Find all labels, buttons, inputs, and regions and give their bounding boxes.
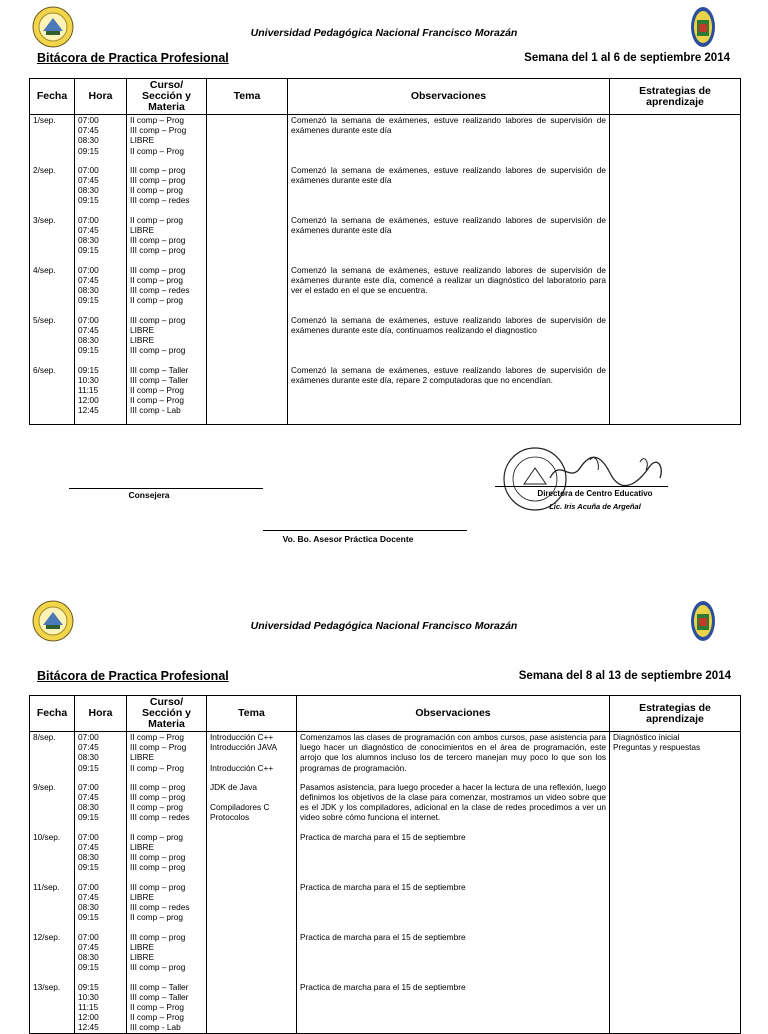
hora-value: 09:15	[78, 981, 99, 992]
hora-value: 08:30	[78, 334, 99, 345]
hora-value: 10:30	[78, 991, 99, 1002]
hora-value: 08:30	[78, 135, 99, 146]
log-table-week2	[29, 695, 741, 1034]
curso-value: III comp – Taller	[130, 991, 189, 1002]
cell-hora	[75, 165, 127, 215]
hora-value: 12:00	[78, 1012, 99, 1023]
col-header-fecha: Fecha	[30, 696, 75, 732]
curso-value: III comp – prog	[130, 174, 186, 185]
week-title: Semana del 1 al 6 de septiembre 2014	[524, 52, 730, 64]
curso-value: II comp – Prog	[130, 395, 184, 406]
cell-estrategias	[610, 215, 741, 265]
curso-value: II comp – Prog	[130, 1012, 184, 1023]
col-header-hora: Hora	[75, 696, 127, 732]
hora-value: 09:15	[78, 862, 99, 873]
tema-value: Introducción C++	[210, 732, 274, 742]
curso-value: III comp – redes	[130, 195, 190, 206]
curso-value: LIBRE	[130, 324, 154, 335]
hora-value: 07:45	[78, 891, 99, 902]
hora-value: 08:30	[78, 752, 99, 763]
hora-value: 08:30	[78, 851, 99, 862]
curso-value: III comp – redes	[130, 284, 190, 295]
hora-value: 09:15	[78, 762, 99, 773]
cell-curso	[127, 165, 207, 215]
curso-value: II comp – prog	[130, 912, 184, 923]
hora-value: 07:00	[78, 781, 99, 792]
cell-hora	[75, 115, 127, 165]
hora-value: 09:15	[78, 295, 99, 306]
hora-value: 09:15	[78, 195, 99, 206]
hora-value: 07:00	[78, 314, 99, 325]
curso-value: III comp – prog	[130, 164, 186, 175]
col-header-observaciones: Observaciones	[297, 696, 610, 732]
curso-value: III comp – prog	[130, 791, 186, 802]
curso-value: III comp – Prog	[130, 742, 187, 753]
cell-curso	[127, 115, 207, 165]
hora-value: 12:00	[78, 395, 99, 406]
cell-fecha: 8/sep.	[30, 732, 75, 782]
school-crest-logo	[690, 6, 716, 48]
curso-value: LIBRE	[130, 135, 154, 146]
cell-curso	[127, 882, 207, 932]
curso-value: LIBRE	[130, 841, 154, 852]
cell-estrategias	[610, 982, 741, 1034]
cell-tema	[207, 782, 297, 832]
hora-value: 08:30	[78, 801, 99, 812]
estrategia-value: Preguntas y respuestas	[613, 742, 701, 753]
col-header-hora: Hora	[75, 79, 127, 115]
curso-value: III comp – prog	[130, 314, 186, 325]
curso-value: III comp – prog	[130, 851, 186, 862]
cell-estrategias	[610, 165, 741, 215]
signature-line-consejera	[69, 488, 263, 489]
cell-estrategias	[610, 115, 741, 165]
curso-value: III comp – redes	[130, 812, 190, 823]
curso-value: LIBRE	[130, 891, 154, 902]
curso-value: III comp – prog	[130, 245, 186, 256]
hora-value: 08:30	[78, 901, 99, 912]
curso-value: III comp – prog	[130, 931, 186, 942]
cell-hora	[75, 315, 127, 365]
cell-curso	[127, 265, 207, 315]
curso-value: II comp – prog	[130, 801, 184, 812]
signature-directora-name: Lic. Iris Acuña de Argeñal	[549, 502, 641, 511]
curso-value: LIBRE	[130, 334, 154, 345]
curso-value: II comp – Prog	[130, 115, 184, 125]
cell-curso	[127, 832, 207, 882]
curso-value: II comp – prog	[130, 274, 184, 285]
curso-value: III comp – Prog	[130, 125, 187, 136]
curso-value: III comp – Taller	[130, 374, 189, 385]
col-header-tema: Tema	[207, 79, 288, 115]
cell-hora	[75, 732, 127, 782]
curso-value: III comp – prog	[130, 862, 186, 873]
cell-tema	[207, 265, 288, 315]
curso-value: II comp – prog	[130, 214, 184, 225]
curso-value: III comp – Taller	[130, 981, 189, 992]
hora-value: 09:15	[78, 345, 99, 356]
cell-tema	[207, 115, 288, 165]
hora-value: 09:15	[78, 364, 99, 375]
table-row	[30, 265, 741, 315]
col-header-estrategias: Estrategias de aprendizaje	[610, 79, 741, 115]
cell-estrategias	[610, 265, 741, 315]
curso-value: LIBRE	[130, 941, 154, 952]
curso-value: III comp – prog	[130, 881, 186, 892]
signature-label-directora: Directora de Centro Educativo	[537, 489, 653, 498]
cell-fecha: 10/sep.	[30, 832, 75, 882]
hora-value: 08:30	[78, 284, 99, 295]
cell-observaciones: Practica de marcha para el 15 de septiembre	[297, 882, 610, 932]
col-header-observaciones: Observaciones	[288, 79, 610, 115]
table-row	[30, 165, 741, 215]
hora-value: 07:00	[78, 264, 99, 275]
cell-hora	[75, 982, 127, 1034]
hora-value: 07:00	[78, 881, 99, 892]
cell-tema	[207, 982, 297, 1034]
tema-value: JDK de Java	[210, 781, 258, 792]
cell-fecha: 4/sep.	[30, 265, 75, 315]
curso-value: II comp – Prog	[130, 732, 184, 742]
table-row	[30, 732, 741, 782]
log-title-page2: Bitácora de Practica Profesional	[37, 669, 229, 683]
col-header-tema: Tema	[207, 696, 297, 732]
cell-observaciones: Comenzó la semana de exámenes, estuve realizando labores de supervisión de exámenes durante este día, continuamos realizando el diagnostico	[288, 315, 610, 365]
hora-value: 09:15	[78, 245, 99, 256]
hora-value: 07:00	[78, 214, 99, 225]
curso-value: II comp – prog	[130, 831, 184, 842]
cell-hora	[75, 365, 127, 425]
hora-value: 07:00	[78, 831, 99, 842]
cell-curso	[127, 365, 207, 425]
cell-estrategias	[610, 932, 741, 982]
curso-value: II comp – Prog	[130, 762, 184, 773]
log-title: Bitácora de Practica Profesional	[37, 51, 229, 65]
cell-tema	[207, 165, 288, 215]
signature-line-directora	[495, 486, 668, 487]
hora-value: 08:30	[78, 184, 99, 195]
curso-value: II comp – Prog	[130, 384, 184, 395]
cell-observaciones: Practica de marcha para el 15 de septiembre	[297, 932, 610, 982]
hora-value: 07:00	[78, 931, 99, 942]
col-header-fecha: Fecha	[30, 79, 75, 115]
cell-fecha: 11/sep.	[30, 882, 75, 932]
tema-value	[210, 792, 293, 802]
hora-value: 07:45	[78, 125, 99, 136]
hora-value: 08:30	[78, 951, 99, 962]
signature-line-asesor	[263, 530, 467, 531]
cell-observaciones: Comenzó la semana de exámenes, estuve realizando labores de supervisión de exámenes durante este día	[288, 165, 610, 215]
curso-value: III comp – prog	[130, 345, 186, 356]
cell-tema	[207, 215, 288, 265]
curso-value: III comp - Lab	[130, 405, 181, 416]
table-row	[30, 882, 741, 932]
table-row	[30, 782, 741, 832]
col-header-curso: Curso/ Sección y Materia	[127, 696, 207, 732]
col-header-estrategias: Estrategias de aprendizaje	[610, 696, 741, 732]
curso-value: III comp - Lab	[130, 1022, 181, 1033]
cell-observaciones: Comenzamos las clases de programación con ambos cursos, pase asistencia para luego hacer un diagnóstico de conocimientos en el área de programación, este arrojo que los alumnos incluso los de tercero manejan muy poco lo que son los programas de programación.	[297, 732, 610, 782]
table-row	[30, 365, 741, 425]
table-row	[30, 315, 741, 365]
log-table-week1	[29, 78, 741, 425]
cell-observaciones: Comenzó la semana de exámenes, estuve realizando labores de supervisión de exámenes durante este día	[288, 215, 610, 265]
cell-hora	[75, 265, 127, 315]
cell-curso	[127, 782, 207, 832]
cell-fecha: 9/sep.	[30, 782, 75, 832]
cell-tema	[207, 932, 297, 982]
curso-value: LIBRE	[130, 951, 154, 962]
hora-value: 07:45	[78, 791, 99, 802]
cell-curso	[127, 982, 207, 1034]
curso-value: LIBRE	[130, 224, 154, 235]
hora-value: 11:15	[78, 1001, 99, 1012]
curso-value: III comp – prog	[130, 962, 186, 973]
cell-observaciones: Practica de marcha para el 15 de septiembre	[297, 982, 610, 1034]
curso-value: II comp – prog	[130, 295, 184, 306]
cell-fecha: 3/sep.	[30, 215, 75, 265]
hora-value: 07:00	[78, 164, 99, 175]
cell-tema	[207, 365, 288, 425]
hora-value: 10:30	[78, 374, 99, 385]
hora-value: 09:15	[78, 145, 99, 156]
tema-value: Protocolos	[210, 812, 250, 823]
school-crest-logo-page2	[690, 600, 716, 642]
signature-label-asesor: Vo. Bo. Asesor Práctica Docente	[282, 534, 414, 544]
tema-value: Compiladores C	[210, 801, 270, 812]
tema-value	[210, 752, 293, 762]
cell-observaciones: Comenzó la semana de exámenes, estuve realizando labores de supervisión de exámenes durante este día, repare 2 computadoras que no encendían.	[288, 365, 610, 425]
cell-estrategias	[610, 365, 741, 425]
curso-value: III comp – redes	[130, 901, 190, 912]
curso-value: II comp – Prog	[130, 145, 184, 156]
cell-fecha: 12/sep.	[30, 932, 75, 982]
signature-label-consejera: Consejera	[128, 490, 170, 500]
estrategia-value: Diagnóstico inicial	[613, 732, 680, 742]
cell-estrategias	[610, 832, 741, 882]
cell-curso	[127, 732, 207, 782]
curso-value: III comp – Taller	[130, 364, 189, 375]
hora-value: 09:15	[78, 962, 99, 973]
table-row	[30, 115, 741, 165]
hora-value: 07:45	[78, 174, 99, 185]
hora-value: 07:45	[78, 274, 99, 285]
hora-value: 07:45	[78, 941, 99, 952]
hora-value: 09:15	[78, 912, 99, 923]
cell-hora	[75, 882, 127, 932]
university-name: Universidad Pedagógica Nacional Francisco Morazán	[250, 27, 518, 39]
hora-value: 07:00	[78, 115, 99, 125]
cell-observaciones: Pasamos asistencia, para luego proceder a hacer la lectura de una reflexión, luego definimos los objetivos de la clase para comenzar, mostramos un video sobre que es el JDK y los compiladores, adicional en la clase de redes procedimos a ver un video sobre cómo funciona el internet.	[297, 782, 610, 832]
curso-value: III comp – prog	[130, 781, 186, 792]
cell-fecha: 2/sep.	[30, 165, 75, 215]
hora-value: 08:30	[78, 234, 99, 245]
hora-value: 07:00	[78, 732, 99, 742]
hora-value: 09:15	[78, 812, 99, 823]
cell-curso	[127, 315, 207, 365]
week-title-page2: Semana del 8 al 13 de septiembre 2014	[518, 670, 731, 682]
cell-curso	[127, 215, 207, 265]
cell-curso	[127, 932, 207, 982]
table-row	[30, 215, 741, 265]
curso-value: LIBRE	[130, 752, 154, 763]
curso-value: II comp – prog	[130, 184, 184, 195]
cell-tema	[207, 882, 297, 932]
col-header-curso: Curso/ Sección y Materia	[127, 79, 207, 115]
cell-hora	[75, 215, 127, 265]
table-row	[30, 932, 741, 982]
cell-estrategias	[610, 732, 741, 782]
tema-value: Introducción C++	[210, 762, 274, 773]
tema-value: Introducción JAVA	[210, 742, 278, 753]
hora-value: 07:45	[78, 841, 99, 852]
cell-tema	[207, 832, 297, 882]
cell-estrategias	[610, 782, 741, 832]
hora-value: 12:45	[78, 1022, 99, 1033]
cell-fecha: 13/sep.	[30, 982, 75, 1034]
cell-hora	[75, 932, 127, 982]
cell-estrategias	[610, 315, 741, 365]
cell-fecha: 6/sep.	[30, 365, 75, 425]
hora-value: 07:45	[78, 742, 99, 753]
table-row	[30, 832, 741, 882]
table-row	[30, 982, 741, 1034]
hora-value: 12:45	[78, 405, 99, 416]
hora-value: 07:45	[78, 324, 99, 335]
cell-fecha: 1/sep.	[30, 115, 75, 165]
cell-estrategias	[610, 882, 741, 932]
hora-value: 11:15	[78, 384, 99, 395]
cell-tema	[207, 732, 297, 782]
curso-value: III comp – prog	[130, 264, 186, 275]
university-name-page2: Universidad Pedagógica Nacional Francisco Morazán	[250, 620, 518, 632]
hora-value: 07:45	[78, 224, 99, 235]
curso-value: III comp – prog	[130, 234, 186, 245]
cell-observaciones: Comenzó la semana de exámenes, estuve realizando labores de supervisión de exámenes durante este día	[288, 115, 610, 165]
cell-observaciones: Comenzó la semana de exámenes, estuve realizando labores de supervisión de exámenes durante este día, comencé a realizar un diagnóstico del laboratorio para ver el estado en el que se encuentra.	[288, 265, 610, 315]
curso-value: II comp – Prog	[130, 1001, 184, 1012]
cell-hora	[75, 832, 127, 882]
cell-observaciones: Practica de marcha para el 15 de septiembre	[297, 832, 610, 882]
cell-tema	[207, 315, 288, 365]
cell-fecha: 5/sep.	[30, 315, 75, 365]
cell-hora	[75, 782, 127, 832]
